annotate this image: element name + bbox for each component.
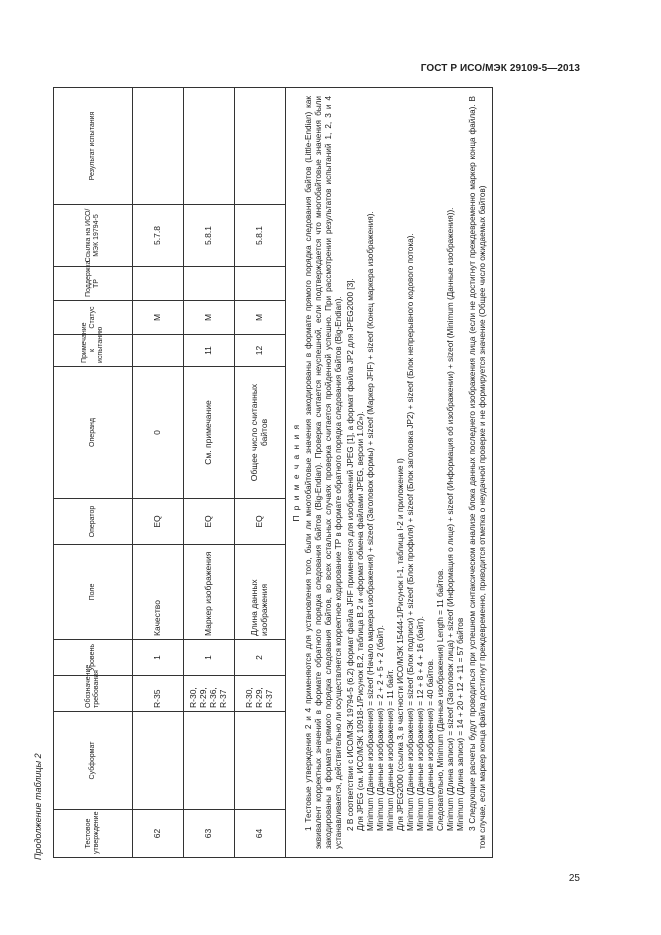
cell-assertion: 62 — [133, 810, 184, 858]
cell-operator: EQ — [133, 499, 184, 545]
note-2-line: Minimum (Длина записи) = 14 + 20 + 12 + 11 = 57 байтов — [456, 617, 466, 831]
cell-status: M — [235, 301, 286, 335]
cell-reference: 5.7.8 — [133, 205, 184, 267]
note-2-line: Minimum (Длина записи) = sizeof (Заголовок лица) + sizeof (Информация о лице) + sizeof (Информация об изображении) + sizeof (Minimum (Данные изображения)). — [446, 207, 456, 831]
note-1: 1 Тестовые утверждения 2 и 4 применяются для установления того, были ли многобайтовые значения закодированы в формате прямого порядка следования байтов (Little-Endian) как эквивалент корректных значений в формате обратного порядка следования байтов (Big-Endian). Проверка считается неуспешной, если подтверждается что многобайтовые значения были закодированы в формате прямого порядка следования байтов, во всех остальных случаях проверка считается пройденной успешно. При рассмотрении результатов испытаний 1, 2, 3 и 4 устанавливается, действительно ли осуществляется корректное кодирование ТР в формате обратного порядка следования байтов (Big-Endian). — [304, 96, 344, 849]
col-header-reference: Ссылка на ИСО/МЭК 19794-5 — [54, 205, 133, 267]
cell-result — [184, 88, 235, 205]
col-header-operator: Оператор — [54, 499, 133, 545]
col-header-subformat: Субформат — [54, 712, 133, 810]
cell-field: Длина данных изображения — [235, 545, 286, 640]
document-header: ГОСТ Р ИСО/МЭК 29109-5—2013 — [420, 63, 580, 74]
cell-result — [235, 88, 286, 205]
cell-tr-support — [184, 267, 235, 301]
note-2-line: Следовательно, Minimum (Данные изображения) Length = 11 байтов. — [436, 568, 446, 831]
cell-requirement: R-30, R-29, R-37 — [235, 676, 286, 712]
note-2-line: Minimum (Данные изображения) = 2 + 2 + 5 + 2 (байт). — [376, 625, 386, 831]
cell-operand: См. примечание — [184, 367, 235, 499]
cell-requirement: R-30, R-29, R-36, R-37 — [184, 676, 235, 712]
cell-assertion: 64 — [235, 810, 286, 858]
note-2: 2 В соответствии с ИСО/МЭК 19794-5 (6.2) формат файла JFIF применяется для изображений JPEG [1], а формат файла JP2 для JPEG2000 [3]. — [346, 278, 356, 831]
table-row — [184, 88, 235, 858]
note-3: 3 Следующие расчеты будут проводиться при успешном синтаксическом анализе блока данных последнего изображения лица (если не достигнут преждевременно маркер конца файла). В том случае, если маркер конца файла достигнут преждевременно, приводится отметка о неудачной проверке и не формируется значение (Общее число ожидаемых байтов) — [468, 96, 488, 849]
cell-field: Маркер изображения — [184, 545, 235, 640]
note-2-line: Minimum (Данные изображения) = sizeof (Начало маркера изображения) + sizeof (Заголовок формы) + sizeof (Маркер JFIF) + sizeof (Конец маркера изображения). — [366, 211, 376, 831]
cell-status: M — [184, 301, 235, 335]
notes-row — [286, 88, 493, 858]
cell-subformat — [235, 712, 286, 810]
rotated-table-container — [53, 88, 575, 858]
col-header-result: Результат испытания — [54, 88, 133, 205]
col-header-status: Статус — [54, 301, 133, 335]
page-number: 25 — [568, 873, 580, 884]
note-2-line: Minimum (Данные изображения) = 40 байтов. — [426, 658, 436, 831]
table-row — [235, 88, 286, 858]
col-header-field: Поле — [54, 545, 133, 640]
cell-subformat — [133, 712, 184, 810]
cell-reference: 5.8.1 — [184, 205, 235, 267]
col-header-tr-support: Поддержка ТР — [54, 267, 133, 301]
cell-test-note: 11 — [184, 335, 235, 367]
cell-level: 1 — [133, 640, 184, 676]
cell-status: M — [133, 301, 184, 335]
table-row — [133, 88, 184, 858]
cell-tr-support — [235, 267, 286, 301]
cell-operand: Общее число считанных байтов — [235, 367, 286, 499]
cell-requirement: R-35 — [133, 676, 184, 712]
cell-reference: 5.8.1 — [235, 205, 286, 267]
notes-cell — [286, 88, 493, 858]
cell-operator: EQ — [184, 499, 235, 545]
col-header-level: Уровень — [54, 640, 133, 676]
note-2-line: Для JPEG2000 (ссылка 3, в частности ИСО/МЭК 15444-1/Рисунок I-1, таблица I-2 и приложение I) — [396, 458, 406, 831]
cell-test-note — [133, 335, 184, 367]
cell-tr-support — [133, 267, 184, 301]
note-2-line: Minimum (Данные изображения) = 12 + 8 + 4 + 16 (байт). — [416, 616, 426, 831]
cell-level: 2 — [235, 640, 286, 676]
cell-result — [133, 88, 184, 205]
cell-subformat — [184, 712, 235, 810]
cell-operator: EQ — [235, 499, 286, 545]
cell-operand: 0 — [133, 367, 184, 499]
cell-level: 1 — [184, 640, 235, 676]
note-2-line: Minimum (Данные изображения) = 11 байт. — [386, 669, 396, 831]
table-caption: Продолжение таблицы 2 — [33, 753, 43, 860]
cell-assertion: 63 — [184, 810, 235, 858]
cell-test-note: 12 — [235, 335, 286, 367]
test-assertions-table — [53, 87, 493, 858]
notes-title: П р и м е ч а н и я — [291, 423, 301, 522]
table-header-row — [54, 88, 133, 858]
cell-field: Качество — [133, 545, 184, 640]
col-header-test-note: Примечание к испытанию — [54, 335, 133, 367]
col-header-requirement: Обозначение требования — [54, 676, 133, 712]
col-header-assertion: Тестовое утверждение — [54, 810, 133, 858]
note-2-line: Minimum (Данные изображения) = sizeof (Блок подписи) + sizeof (Блок профиля) + sizeof (Блок заголовка JP2) + sizeof (Блок непрерывного кодового потока). — [406, 233, 416, 831]
col-header-operand: Операнд — [54, 367, 133, 499]
note-2-line: Для JPEG (см. ИСО/МЭК 10918-1/Рисунок B.2, таблица B.2 и «формат обмена файлами JPEG, версии 1.02»). — [356, 411, 366, 831]
